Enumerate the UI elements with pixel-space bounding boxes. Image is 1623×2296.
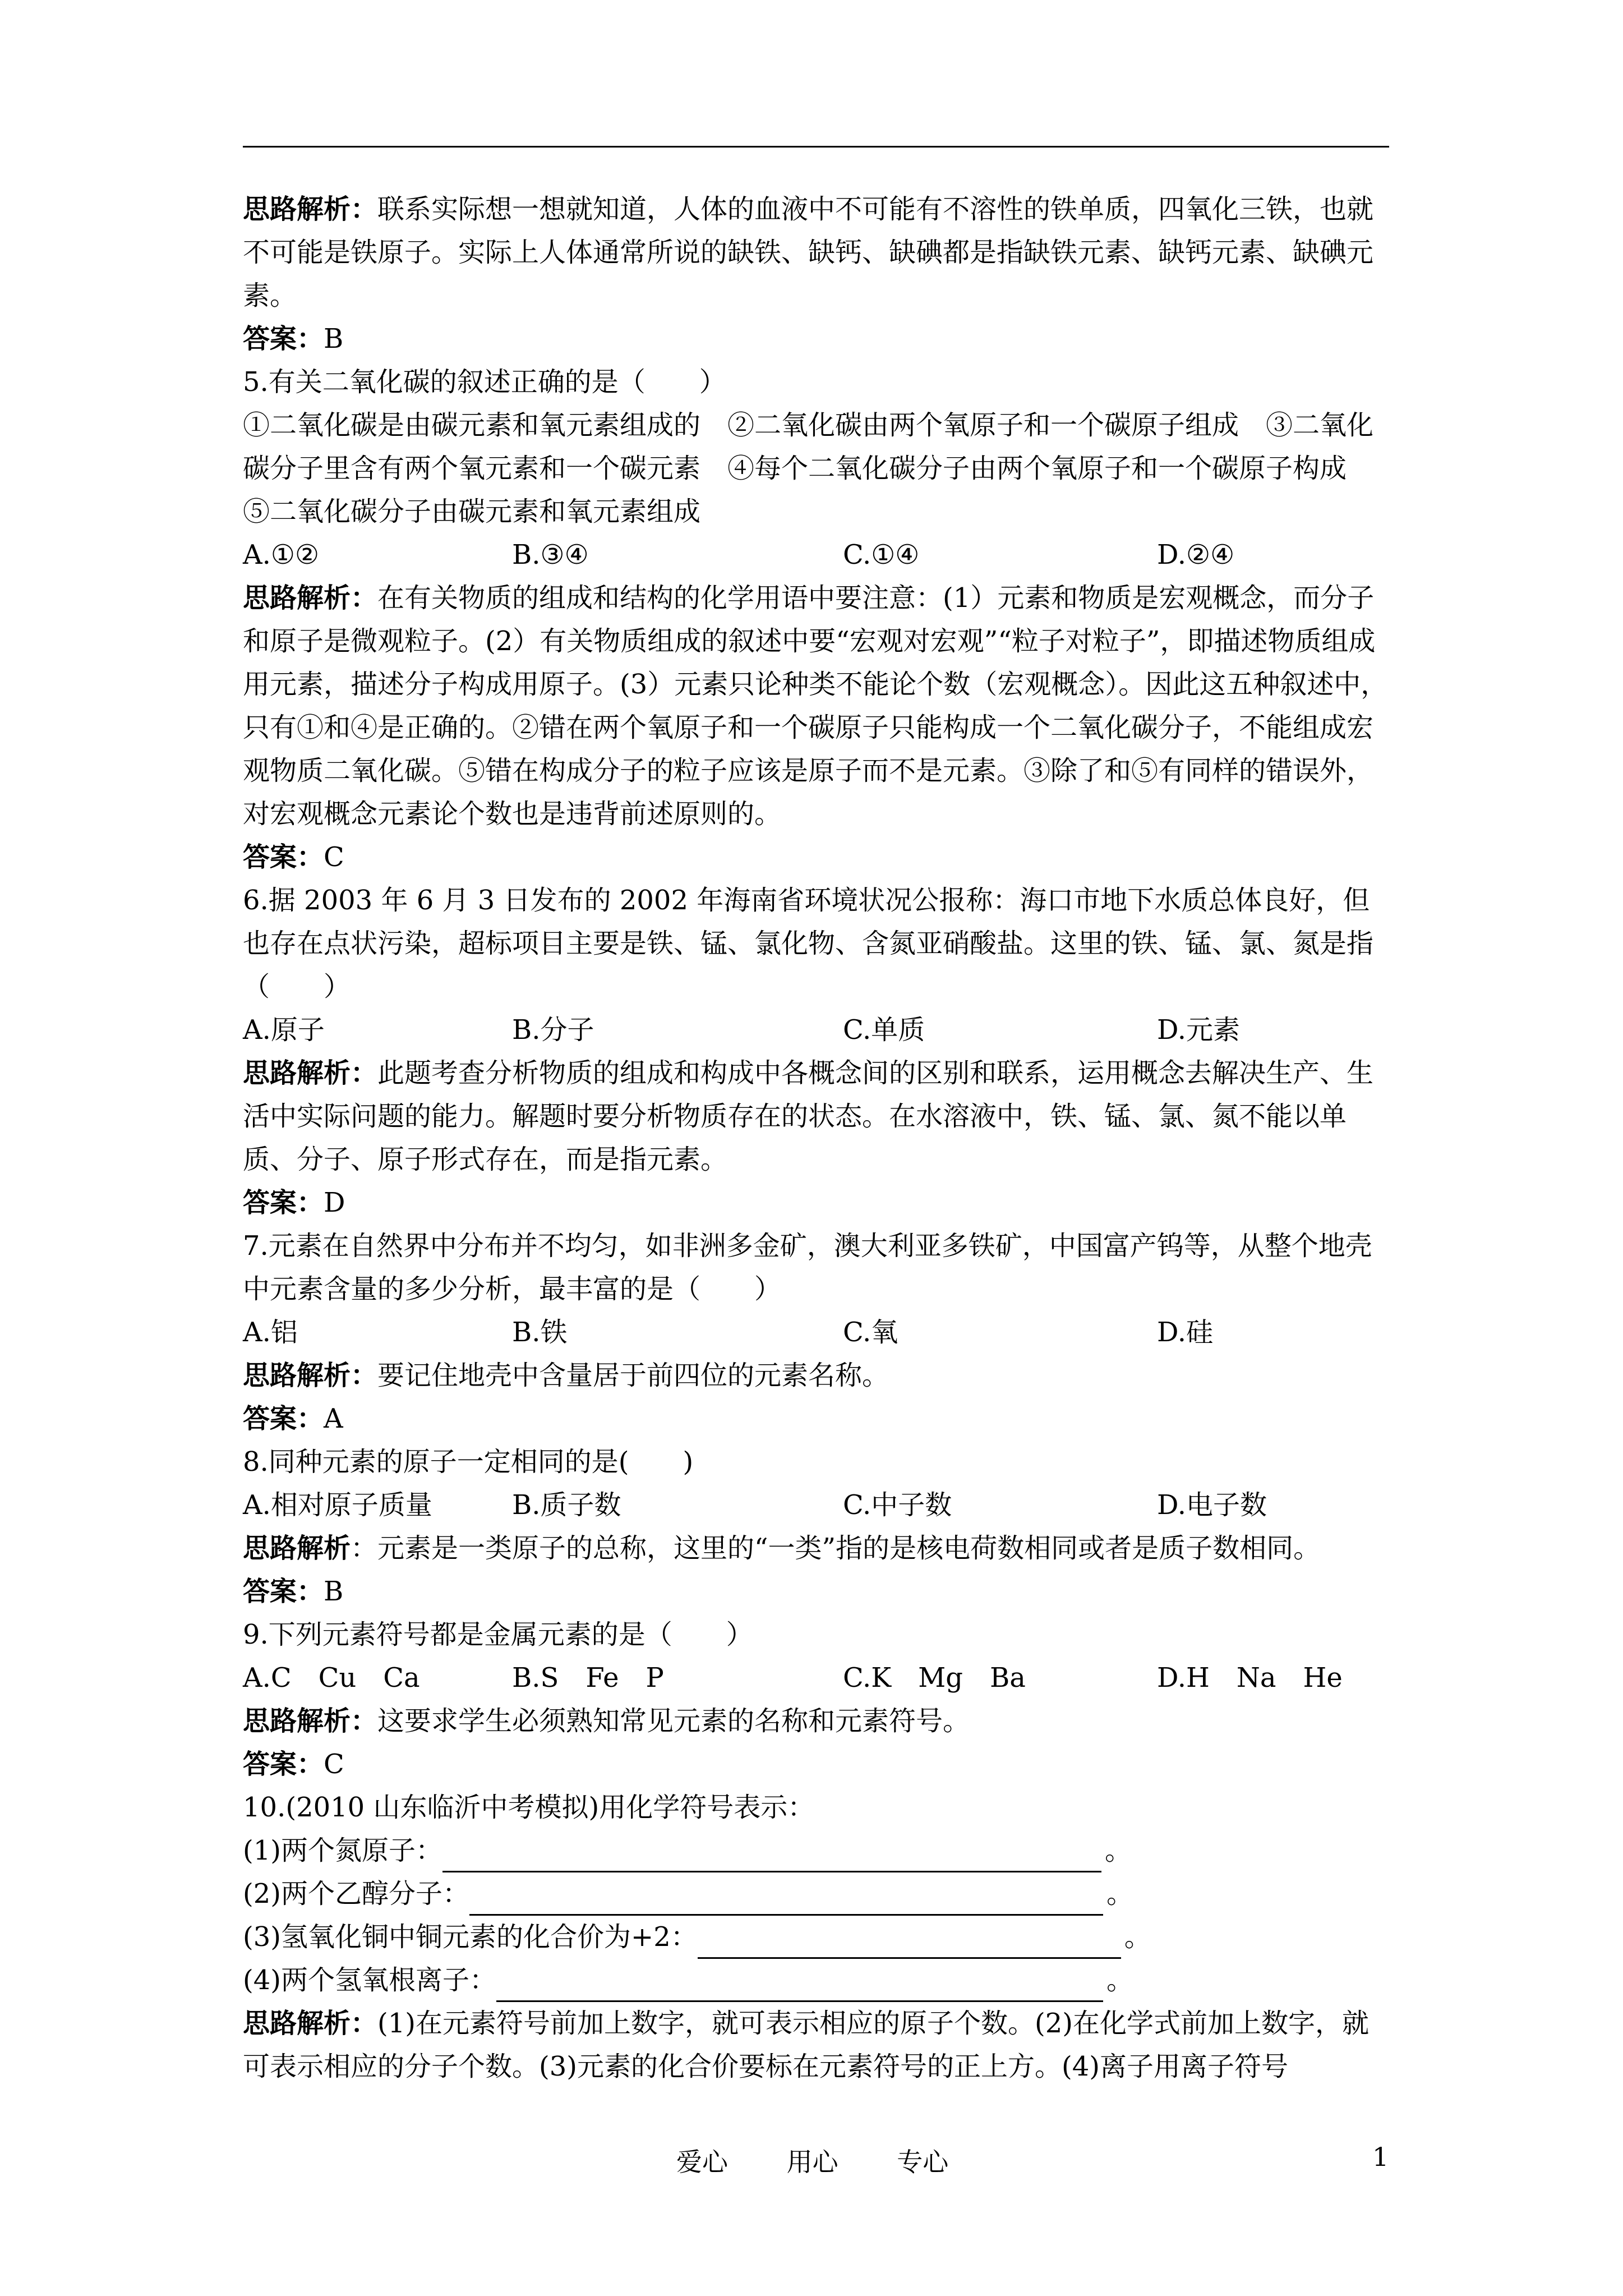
q4-analysis: 思路解析：联系实际想一想就知道，人体的血液中不可能有不溶性的铁单质，四氧化三铁，也就不可能是铁原子。实际上人体通常所说的缺铁、缺钙、缺碘都是指缺铁元素、缺钙元素、缺碘元素。 — [243, 194, 1374, 311]
option-c: C.①④ — [843, 539, 920, 570]
analysis-label: 思路解析： — [243, 1057, 378, 1089]
q10-analysis: 思路解析：(1)在元素符号前加上数字，就可表示相应的原子个数。(2)在化学式前加上数字，就可表示相应的分子个数。(3)元素的化合价要标在元素符号的正上方。(4)离子用离子符号 — [243, 2008, 1370, 2082]
analysis-label: 思路解析： — [243, 2008, 378, 2039]
q10-item-4: (4)两个氢氧根离子： 。 — [243, 1959, 1389, 2002]
document-body — [243, 188, 1389, 2088]
q7-stem: 7.元素在自然界中分布并不均匀，如非洲多金矿，澳大利亚多铁矿，中国富产钨等，从整个地壳中元素含量的多少分析，最丰富的是（ ） — [243, 1230, 1372, 1305]
option-b: B.分子 — [512, 1014, 594, 1046]
q9-stem: 9.下列元素符号都是金属元素的是（ ） — [243, 1619, 753, 1650]
q5-answer: 答案：C — [243, 841, 344, 873]
q9-analysis: 思路解析：这要求学生必须熟知常见元素的名称和元素符号。 — [243, 1705, 970, 1737]
option-c: C.单质 — [843, 1014, 925, 1046]
analysis-label: 思路解析： — [243, 194, 378, 225]
option-a: A.相对原子质量 — [243, 1489, 432, 1521]
answer-label: 答案： — [243, 323, 324, 355]
q9-answer: 答案：C — [243, 1749, 344, 1780]
q5-analysis: 思路解析：在有关物质的组成和结构的化学用语中要注意：(1）元素和物质是宏观概念，而分子和原子是微观粒子。(2）有关物质组成的叙述中要“宏观对宏观”“粒子对粒子”，即描述物质组成用元素，描述分子构成用原子。(3）元素只论种类不能论个数（宏观概念）。因此这五种叙述中，只有①和④是正确的。②错在两个氧原子和一个碳原子只能构成一个二氧化碳分子，不能组成宏观物质二氧化碳。⑤错在构成分子的粒子应该是原子而不是元素。③除了和⑤有同样的错误外，对宏观概念元素论个数也是违背前述原则的。 — [243, 582, 1388, 830]
q7-options — [243, 1311, 1389, 1354]
footer-motto: 专心 — [897, 2147, 949, 2177]
footer-mottos — [676, 2142, 1069, 2179]
answer-label: 答案： — [243, 1576, 324, 1607]
q6-options — [243, 1009, 1389, 1052]
option-d: D.电子数 — [1157, 1489, 1267, 1521]
option-d: D.元素 — [1157, 1014, 1241, 1046]
answer-label: 答案： — [243, 1187, 324, 1218]
answer-label: 答案： — [243, 1749, 324, 1780]
q6-analysis: 思路解析：此题考查分析物质的组成和构成中各概念间的区别和联系，运用概念去解决生产、生活中实际问题的能力。解题时要分析物质存在的状态。在水溶液中，铁、锰、氯、氮不能以单质、分子、原子形式存在，而是指元素。 — [243, 1057, 1374, 1175]
option-a: A.C Cu Ca — [243, 1662, 420, 1694]
option-a: A.原子 — [243, 1014, 325, 1046]
q6-answer: 答案：D — [243, 1187, 345, 1218]
q10-stem: 10.(2010 山东临沂中考模拟)用化学符号表示： — [243, 1792, 815, 1823]
analysis-label: 思路解析 — [243, 1533, 351, 1564]
footer-motto: 用心 — [786, 2147, 838, 2177]
page-number: 1 — [1372, 2142, 1389, 2172]
option-c: C.氧 — [843, 1317, 898, 1348]
option-a: A.铝 — [243, 1317, 298, 1348]
option-d: D.②④ — [1157, 539, 1235, 570]
header-rule — [243, 146, 1389, 148]
analysis-label: 思路解析： — [243, 1705, 378, 1737]
q9-options — [243, 1657, 1389, 1700]
q8-options — [243, 1484, 1389, 1527]
q4-answer: 答案：B — [243, 323, 344, 355]
answer-blank[interactable] — [442, 1841, 1101, 1872]
q6-stem: 6.据 2003 年 6 月 3 日发布的 2002 年海南省环境状况公报称：海口市地下水质总体良好，但也存在点状污染，超标项目主要是铁、锰、氯化物、含氮亚硝酸盐。这里的铁、锰、氯、氮是指（ ） — [243, 885, 1374, 1002]
q8-answer: 答案：B — [243, 1576, 344, 1607]
option-b: B.③④ — [512, 539, 589, 570]
q10-item-3: (3)氢氧化铜中铜元素的化合价为+2： 。 — [243, 1916, 1389, 1959]
q7-analysis: 思路解析：要记住地壳中含量居于前四位的元素名称。 — [243, 1360, 889, 1391]
option-d: D.硅 — [1157, 1317, 1214, 1348]
analysis-label: 思路解析： — [243, 582, 378, 614]
q5-stem: 5.有关二氧化碳的叙述正确的是（ ） — [243, 366, 726, 398]
answer-blank[interactable] — [496, 1970, 1103, 2002]
answer-blank[interactable] — [698, 1927, 1121, 1959]
option-b: B.铁 — [512, 1317, 568, 1348]
option-d: D.H Na He — [1157, 1662, 1343, 1694]
q5-statements: ①二氧化碳是由碳元素和氧元素组成的 ②二氧化碳由两个氧原子和一个碳原子组成 ③二氧化碳分子里含有两个氧元素和一个碳元素 ④每个二氧化碳分子由两个氧原子和一个碳原子构成 ⑤二氧化碳分子由碳元素和氧元素组成 — [243, 409, 1374, 527]
q10-item-1: (1)两个氮原子： 。 — [243, 1829, 1389, 1872]
q8-analysis: 思路解析：元素是一类原子的总称，这里的“一类”指的是核电荷数相同或者是质子数相同。 — [243, 1533, 1321, 1564]
answer-label: 答案： — [243, 841, 324, 873]
q7-answer: 答案：A — [243, 1403, 343, 1434]
footer-motto: 爱心 — [676, 2147, 728, 2177]
analysis-label: 思路解析： — [243, 1360, 378, 1391]
option-b: B.质子数 — [512, 1489, 621, 1521]
option-c: C.K Mg Ba — [843, 1662, 1026, 1694]
answer-blank[interactable] — [469, 1884, 1103, 1916]
q8-stem: 8.同种元素的原子一定相同的是( ) — [243, 1446, 694, 1478]
q10-item-2: (2)两个乙醇分子： 。 — [243, 1872, 1389, 1916]
option-a: A.①② — [243, 539, 319, 570]
answer-label: 答案： — [243, 1403, 324, 1434]
option-c: C.中子数 — [843, 1489, 952, 1521]
option-b: B.S Fe P — [512, 1662, 664, 1694]
q5-options — [243, 533, 1389, 577]
